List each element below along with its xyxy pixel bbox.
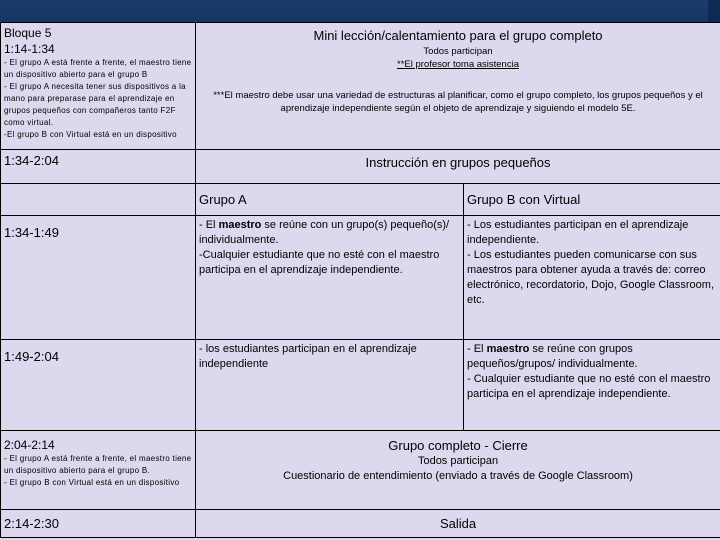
time-cell: 1:34-2:04 bbox=[1, 150, 196, 184]
text-bold: maestro bbox=[218, 219, 262, 231]
closing-time: 2:04-2:14 bbox=[4, 438, 55, 452]
table-row bbox=[1, 431, 720, 510]
table-row bbox=[1, 23, 720, 150]
table-row bbox=[1, 216, 720, 340]
quiz-text: Cuestionario de entendimiento (enviado a través de Google Classroom) bbox=[283, 470, 633, 482]
table-row bbox=[1, 150, 720, 184]
group-b-activity bbox=[464, 340, 720, 431]
top-banner bbox=[0, 0, 720, 22]
empty-cell bbox=[1, 184, 196, 216]
text-fragment: - El bbox=[467, 343, 487, 355]
group-a-header: Grupo A bbox=[196, 184, 464, 216]
time-cell: 1:34-1:49 bbox=[1, 216, 196, 340]
group-a-line: -Cualquier estudiante que no esté con el maestro participa en el aprendizaje independiente. bbox=[199, 249, 440, 276]
minilesson-cell bbox=[196, 23, 720, 150]
top-banner-corner bbox=[708, 0, 720, 22]
small-group-title: Instrucción en grupos pequeños bbox=[196, 150, 720, 184]
text-bold: maestro bbox=[486, 343, 530, 355]
group-b-activity bbox=[464, 216, 720, 340]
schedule-page bbox=[0, 22, 720, 540]
all-participate-text: Todos participan bbox=[423, 46, 493, 57]
text-fragment: - El bbox=[199, 219, 219, 231]
block-note: - El grupo A está frente a frente, el maestro tiene un dispositivo abierto para el grupo B bbox=[4, 58, 192, 79]
minilesson-title: Mini lección/calentamiento para el grupo completo bbox=[313, 28, 603, 43]
block-note: - El grupo A necesita tener sus dispositivos a la mano para preparase para el aprendizaje en grupos pequeños con compañeros tanto F2F como virtual. bbox=[4, 82, 186, 127]
group-b-line: - Cualquier estudiante que no esté con el maestro participa en el aprendizaje independiente. bbox=[467, 373, 711, 400]
table-row bbox=[1, 184, 720, 216]
closing-note: - El grupo B con Virtual está en un dispositivo bbox=[4, 478, 180, 487]
group-a-activity: - los estudiantes participan en el aprendizaje independiente bbox=[196, 340, 464, 431]
block-info-cell bbox=[1, 23, 196, 150]
time-cell: 2:14-2:30 bbox=[1, 510, 196, 538]
attendance-text: **El profesor toma asistencia bbox=[397, 59, 519, 70]
block-label: Bloque 5 bbox=[4, 26, 52, 40]
group-b-line: - Los estudiantes participan en el aprendizaje independiente. bbox=[467, 219, 689, 246]
group-b-header: Grupo B con Virtual bbox=[464, 184, 720, 216]
closing-title: Grupo completo - Cierre bbox=[388, 438, 528, 453]
group-a-line bbox=[199, 218, 460, 248]
block-time: 1:14-1:34 bbox=[4, 42, 55, 56]
closing-info-cell bbox=[1, 431, 196, 510]
block-note: -El grupo B con Virtual está en un dispositivo bbox=[4, 130, 177, 139]
text-fragment: se reúne con un grupo(s) pequeño(s)/ individualmente. bbox=[199, 219, 450, 246]
group-b-line bbox=[467, 342, 717, 372]
teacher-note: ***El maestro debe usar una variedad de estructuras al planificar, como el grupo completo, los grupos pequeños y el aprendizaje independiente según el objeto de aprendizaje y siguiendo el modelo 5E. bbox=[213, 90, 703, 114]
closing-note: - El grupo A está frente a frente, el maestro tiene un dispositivo abierto para el grupo B. bbox=[4, 454, 192, 475]
table-row bbox=[1, 510, 720, 538]
schedule-table bbox=[0, 22, 720, 538]
exit-title: Salida bbox=[196, 510, 720, 538]
all-participate-text: Todos participan bbox=[417, 455, 499, 467]
time-cell: 1:49-2:04 bbox=[1, 340, 196, 431]
group-a-activity bbox=[196, 216, 464, 340]
group-b-line: - Los estudiantes pueden comunicarse con sus maestros para obtener ayuda a través de: correo electrónico, recordatorio, Dojo, Google Classroom, etc. bbox=[467, 249, 715, 306]
text-fragment: se reúne con grupos pequeños/grupos/ individualmente. bbox=[467, 343, 638, 370]
closing-cell bbox=[196, 431, 720, 510]
table-row bbox=[1, 340, 720, 431]
